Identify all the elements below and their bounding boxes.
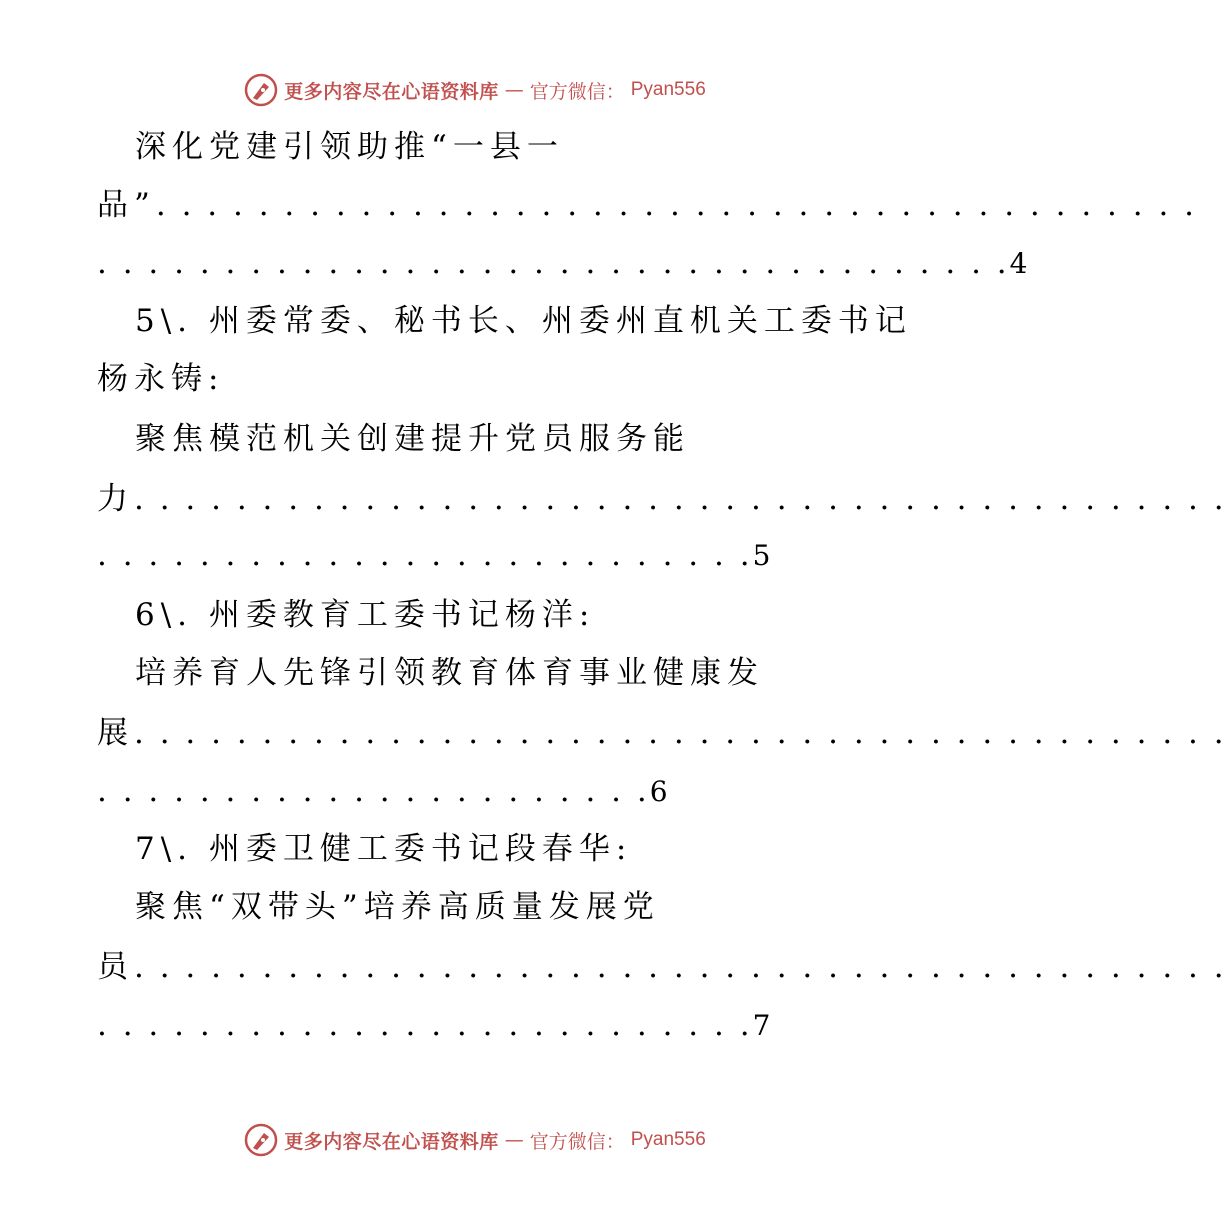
toc-section-heading: 6\. 州委教育工委书记杨洋: — [135, 597, 596, 633]
toc-entry-title[interactable]: 培养育人先锋引领教育体育事业健康发 — [135, 655, 764, 691]
toc-entry-title-end: 品” — [97, 187, 156, 223]
watermark-dash: — — [504, 79, 524, 101]
toc-entry-title-continued[interactable] — [97, 942, 1227, 992]
toc-entry-title-continued[interactable] — [97, 180, 1197, 230]
toc-entry-title-end: 员 — [97, 949, 134, 985]
toc-leader-dots: . . . . . . . . . . . . . . . . . . . . . . . . . . . . . . . . . . . . . . . . . . . — [134, 949, 1227, 985]
toc-leader-dots: . . . . . . . . . . . . . . . . . . . . . . — [97, 773, 650, 809]
toc-leader-dots: . . . . . . . . . . . . . . . . . . . . . . . . . . . . . . . . . . . . . . . . . . . — [134, 481, 1227, 517]
toc-leader-dots: . . . . . . . . . . . . . . . . . . . . . . . . . . — [97, 1007, 753, 1043]
toc-entry-title[interactable]: 聚焦“双带头”培养高质量发展党 — [135, 889, 660, 925]
toc-section-heading-continued: 杨永铸: — [97, 361, 225, 397]
toc-entry-title-continued[interactable] — [97, 474, 1227, 524]
toc-section-heading: 7\. 州委卫健工委书记段春华: — [135, 831, 633, 867]
toc-page-number: 4 — [1009, 247, 1028, 280]
toc-leader-dots: . . . . . . . . . . . . . . . . . . . . . . . . . . — [97, 537, 753, 573]
toc-leader-line — [97, 766, 668, 816]
toc-page-number: 5 — [752, 539, 771, 572]
toc-entry-title[interactable]: 聚焦模范机关创建提升党员服务能 — [135, 421, 690, 457]
toc-entry-title[interactable]: 深化党建引领助推“一县一 — [135, 129, 564, 165]
toc-entry-title-continued[interactable] — [97, 708, 1227, 758]
toc-leader-line — [97, 238, 1027, 288]
watermark-wechat-id: Pyan556 — [630, 79, 706, 100]
watermark-wechat-label: 官方微信： — [529, 80, 625, 103]
pen-nib-icon — [244, 73, 278, 107]
toc-leader-line — [97, 530, 770, 580]
watermark-text: 更多内容尽在心语资料库 — [284, 80, 499, 103]
watermark-dash: — — [504, 1129, 524, 1151]
toc-section-heading: 5\. 州委常委、秘书长、州委州直机关工委书记 — [135, 303, 912, 339]
toc-leader-line — [97, 1000, 770, 1050]
watermark-wechat-label: 官方微信： — [529, 1130, 625, 1153]
toc-entry-title-end: 力 — [97, 481, 134, 517]
header-watermark — [0, 70, 950, 110]
toc-page-number: 7 — [752, 1009, 771, 1042]
pen-nib-icon — [244, 1123, 278, 1157]
watermark-wechat-id: Pyan556 — [630, 1129, 706, 1150]
toc-leader-dots: . . . . . . . . . . . . . . . . . . . . . . . . . . . . . . . . . . . . — [97, 245, 1010, 281]
toc-entry-title-end: 展 — [97, 715, 134, 751]
toc-leader-dots: . . . . . . . . . . . . . . . . . . . . . . . . . . . . . . . . . . . . . . . . . . . — [134, 715, 1227, 751]
toc-leader-dots: . . . . . . . . . . . . . . . . . . . . . . . . . . . . . . . . . . . . . . . . . — [155, 187, 1198, 223]
toc-page-number: 6 — [649, 775, 668, 808]
watermark-text: 更多内容尽在心语资料库 — [284, 1130, 499, 1153]
footer-watermark — [0, 1120, 950, 1160]
